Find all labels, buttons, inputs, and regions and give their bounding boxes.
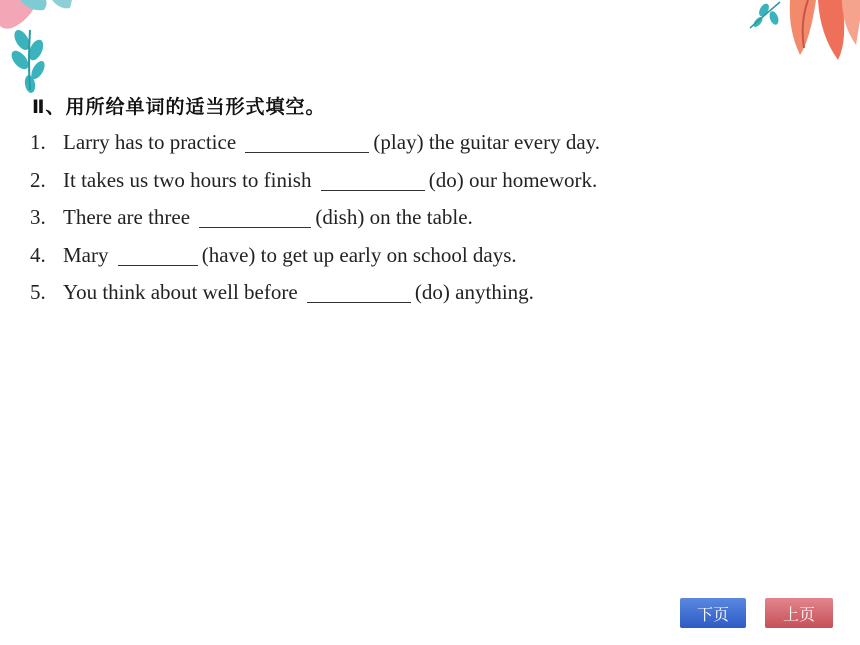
exercise-text: anything.	[455, 280, 534, 304]
exercise-text: Larry has to practice	[63, 130, 237, 154]
section-heading: Ⅱ、用所给单词的适当形式填空。	[32, 96, 326, 118]
previous-page-button[interactable]: 上页	[765, 598, 833, 628]
answer-blank[interactable]	[245, 132, 369, 153]
exercise-hint: (dish)	[315, 205, 365, 229]
exercise-number: 5.	[30, 280, 46, 304]
exercise-number: 2.	[30, 167, 46, 192]
next-page-button[interactable]: 下页	[680, 598, 746, 628]
exercise-number: 3.	[30, 205, 46, 229]
answer-blank[interactable]	[118, 245, 198, 266]
answer-blank[interactable]	[321, 170, 425, 191]
exercise-hint: (do)	[414, 280, 450, 304]
exercise-hint: (have)	[201, 242, 256, 267]
answer-blank[interactable]	[199, 207, 311, 228]
exercise-text: There are three	[63, 205, 191, 229]
exercise-text: You think about well before	[63, 280, 298, 304]
exercise-item	[30, 127, 810, 165]
exercise-text: Mary	[63, 242, 109, 267]
exercise-number: 4.	[30, 242, 46, 267]
exercise-item	[30, 277, 810, 315]
exercise-text: to get up early on school days.	[260, 242, 517, 267]
exercise-hint: (play)	[373, 130, 424, 154]
exercise-text: our homework.	[468, 167, 598, 192]
exercise-item	[30, 165, 810, 203]
exercise-text: on the table.	[369, 205, 473, 229]
exercise-number: 1.	[30, 130, 46, 154]
leaf-decoration-icon	[0, 0, 80, 95]
answer-blank[interactable]	[307, 282, 411, 303]
exercise-hint: (do)	[428, 167, 464, 192]
exercise-list	[30, 127, 810, 315]
exercise-text: It takes us two hours to finish	[63, 167, 312, 192]
exercise-item	[30, 202, 810, 240]
leaf-decoration-icon	[730, 0, 860, 70]
exercise-item	[30, 240, 810, 278]
exercise-text: the guitar every day.	[428, 130, 601, 154]
